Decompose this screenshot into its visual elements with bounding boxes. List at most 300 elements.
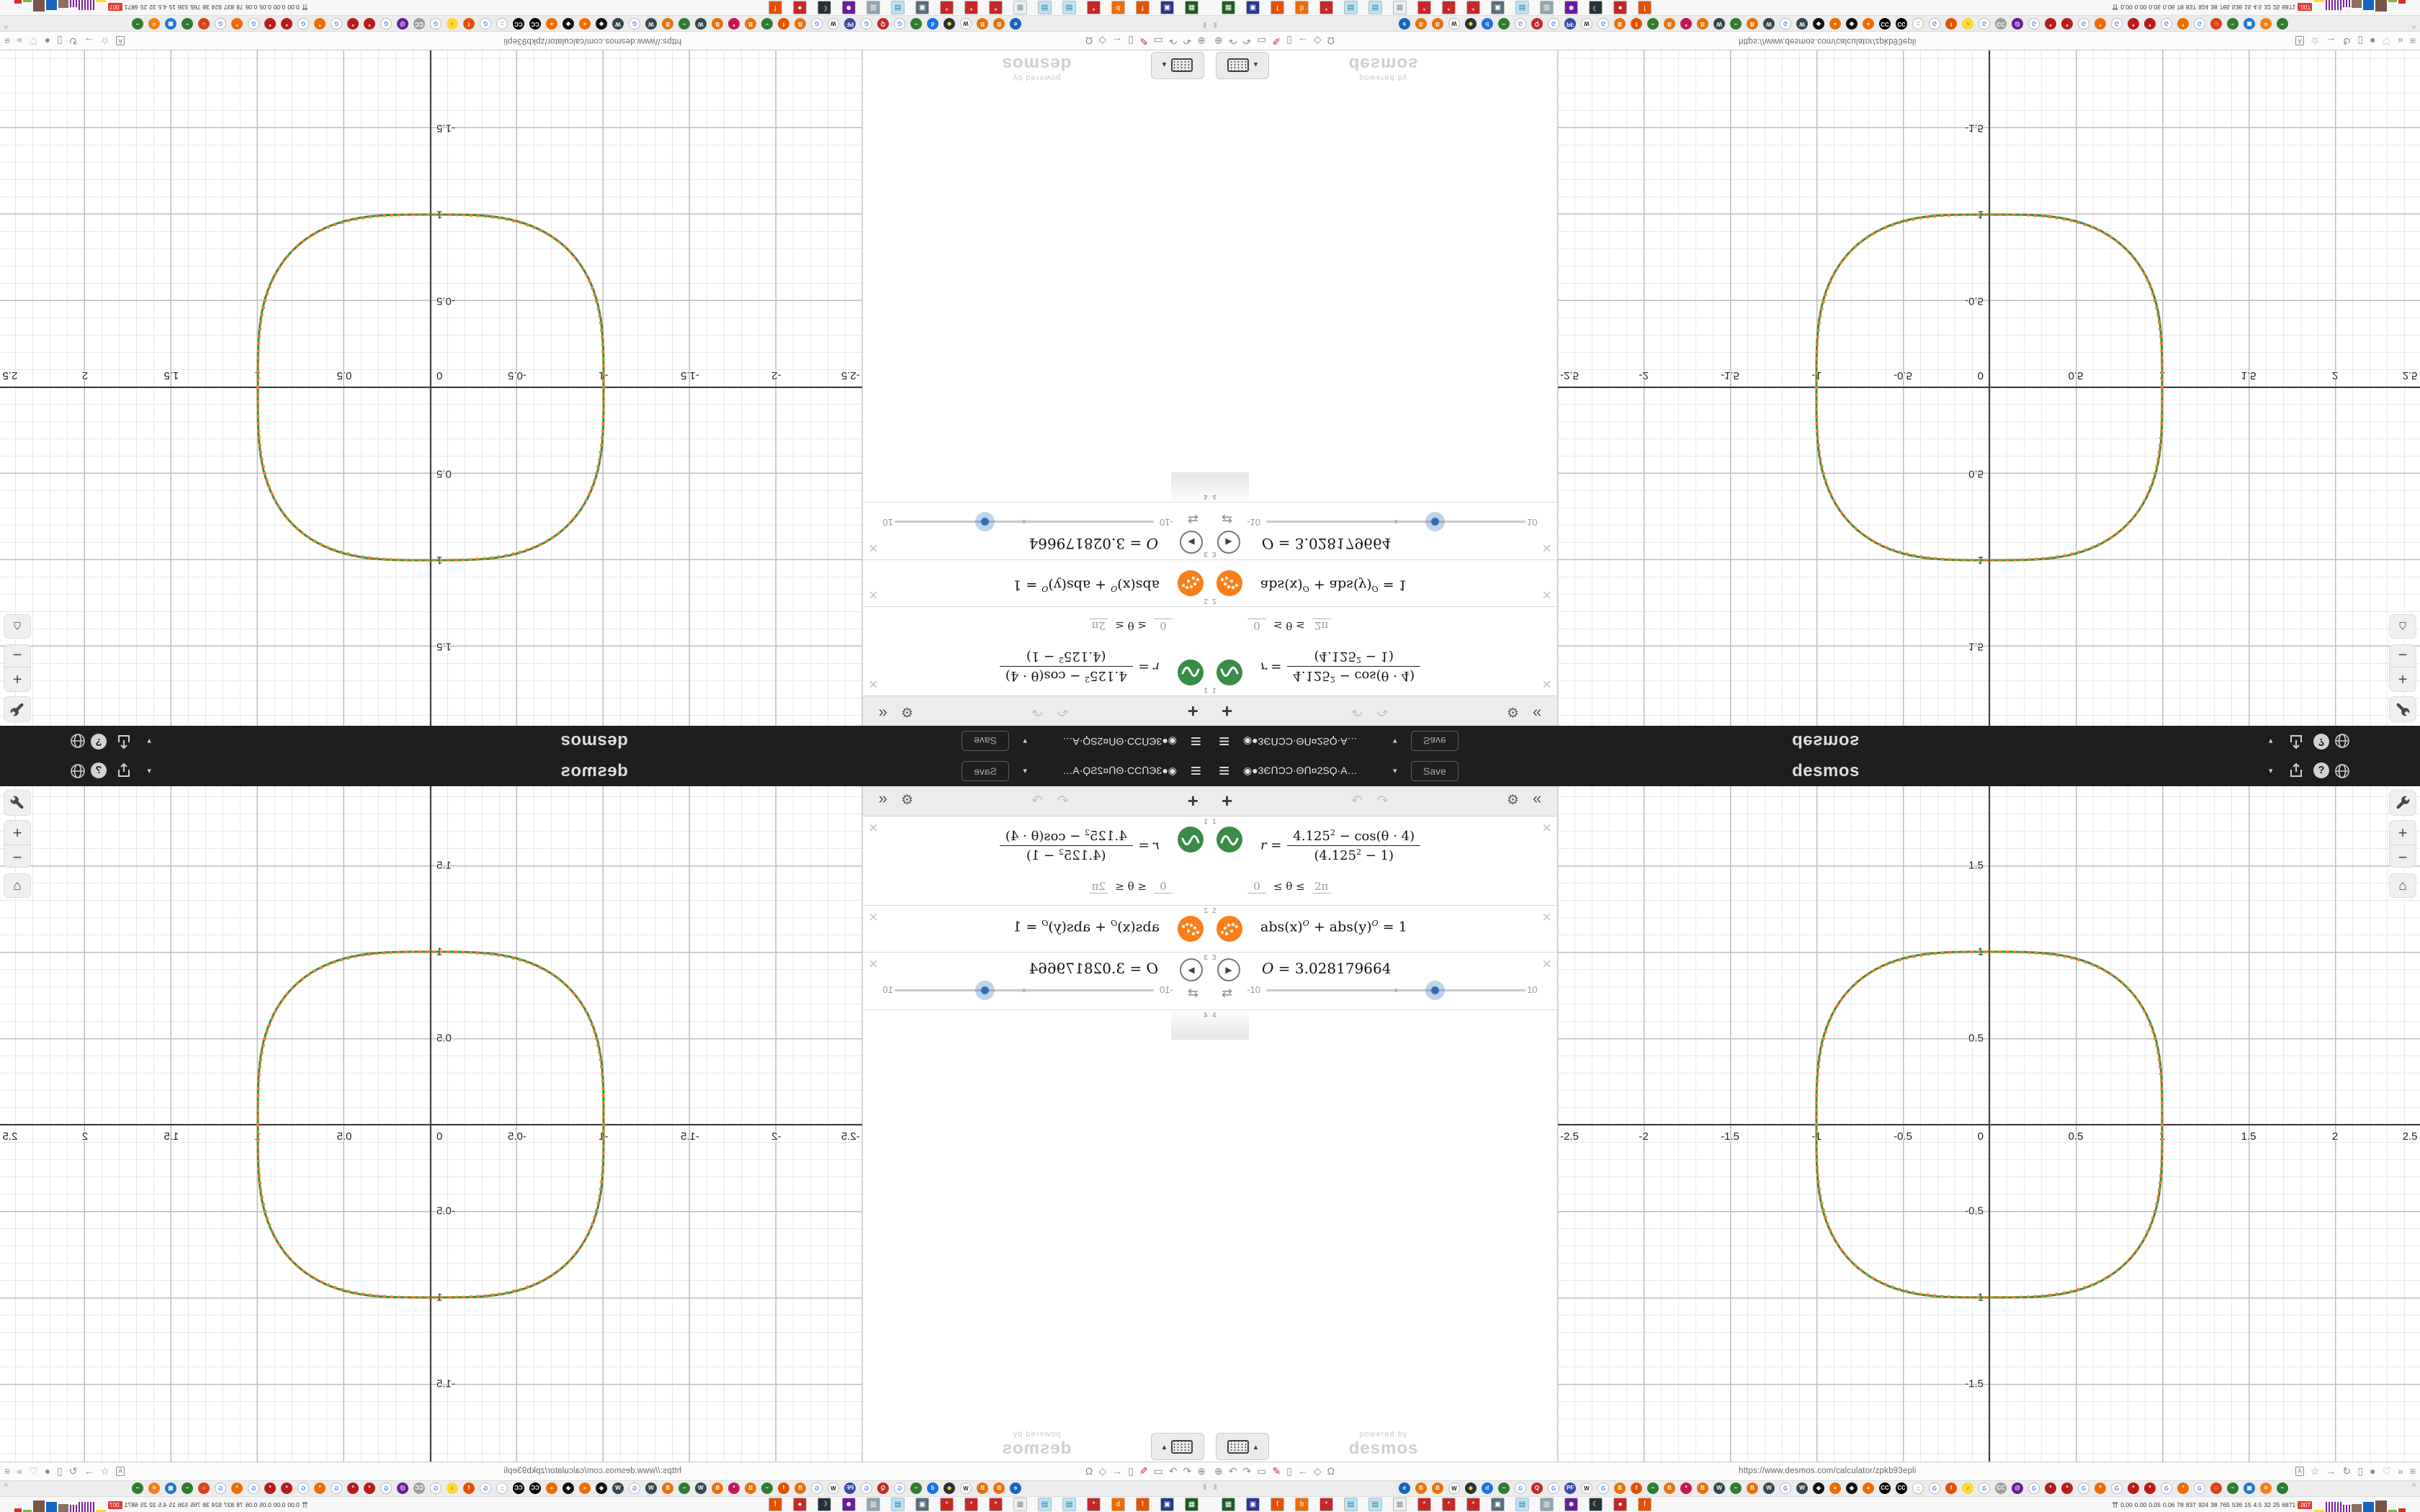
tab-favicon[interactable]: ~ [1647,1482,1659,1494]
hook-left-icon[interactable]: ↶ [1183,1465,1192,1477]
bookmark-item[interactable]: ▦ [1393,1498,1407,1511]
help-icon[interactable]: ? [89,762,107,780]
tab-favicon[interactable]: * [231,1482,243,1494]
tab-favicon[interactable]: B [794,18,806,30]
bookmark-item[interactable]: ▤ [1038,1,1052,14]
expression-row-1[interactable] [1210,606,1557,696]
slider-play-button[interactable]: ▶ [1180,958,1203,981]
bookmark-item[interactable]: * [1319,1,1333,14]
tab-overflow-caret[interactable]: ^ [4,1482,9,1491]
tab-favicon[interactable]: G [1978,18,1990,30]
delete-expression-button[interactable]: × [869,908,878,926]
tab-favicon[interactable]: B [712,18,723,30]
tab-favicon[interactable]: G [331,1482,342,1494]
bookmark-item[interactable]: ▣ [1491,1498,1505,1511]
bookmark-item[interactable]: * [989,1,1003,14]
translate-icon[interactable]: A [116,37,125,46]
expression-latex[interactable]: r = $\frac{4.125^2 - \cos(\theta \cdot 4)}{(4.125^2 - 1)}$ [1000,828,1160,863]
tab-favicon[interactable]: @ [397,18,408,30]
account-caret-icon[interactable]: ▾ [2269,767,2273,775]
expression-row-1[interactable] [1210,816,1557,906]
expression-latex[interactable]: O = 3.028179664 [1028,960,1158,977]
chevrons-icon[interactable]: » [17,1465,22,1477]
expression-row-3[interactable] [1210,953,1557,1010]
hook-right-icon[interactable]: ↷ [1242,1465,1252,1477]
tab-scroll-icon[interactable]: ‖ [1214,20,1217,29]
hook-right-icon[interactable]: ↷ [1168,35,1178,47]
tab-favicon[interactable]: G [2194,1482,2205,1494]
star-icon[interactable]: ☆ [2310,1465,2320,1477]
hook-left-icon[interactable]: ↶ [1228,1465,1237,1477]
home-button[interactable]: ⌂ [4,614,31,639]
tab-scroll-icon[interactable]: ‖ [1214,1483,1217,1492]
slider-loop-icon[interactable]: ⇄ [1187,986,1198,1000]
settings-gear-icon[interactable]: ⚙ [1507,704,1520,719]
expression-row-2[interactable] [863,559,1210,606]
tab-favicon[interactable]: ◆ [596,1482,607,1494]
graph-title[interactable]: ◉●3ЄՈƆƆ·ΘՈ¤2SϘ·A… [1243,765,1358,776]
tab-favicon[interactable]: CC [1995,1482,2007,1494]
tab-favicon[interactable]: ◆ [1846,1482,1857,1494]
keyboard-toggle-button[interactable] [1151,52,1204,79]
account-caret-icon[interactable]: ▾ [2269,737,2273,745]
tab-favicon[interactable]: B [993,1482,1005,1494]
tab-favicon[interactable]: ◆ [944,18,955,30]
delete-expression-button[interactable]: × [1542,819,1551,837]
lock-icon[interactable]: Ω [1327,1465,1335,1477]
tab-favicon[interactable]: B [712,1482,723,1494]
expression-row-empty[interactable] [1210,1010,1557,1040]
expression-latex[interactable]: $abs(x)^O + abs(y)^O = 1$ [1260,577,1407,593]
reload-icon[interactable]: ↻ [2342,1465,2352,1477]
globe-filled-icon[interactable]: ● [2370,35,2376,47]
reload-icon[interactable]: ↻ [68,35,78,47]
tab-favicon[interactable]: d [927,1482,938,1494]
trash-icon[interactable]: ▯ [1286,1465,1292,1477]
help-icon[interactable]: ? [89,732,107,750]
help-icon[interactable]: ? [2313,732,2331,750]
green-wave-curve-icon[interactable] [1178,660,1204,685]
tab-favicon[interactable]: G [480,18,491,30]
bookmark-item[interactable]: f [1136,1,1150,14]
tab-favicon[interactable]: ☺ [198,18,210,30]
bookmark-item[interactable]: * [1087,1498,1101,1511]
globe-filled-icon[interactable]: ● [44,1465,50,1477]
bookmark-item[interactable]: b [1295,1,1309,14]
expression-latex[interactable]: $abs(x)^O + abs(y)^O = 1$ [1260,919,1407,935]
bookmark-item[interactable]: * [1087,1,1101,14]
tab-favicon[interactable]: G [1515,18,1526,30]
graph-title[interactable]: ◉●3ЄՈƆƆ·ΘՈ¤2SϘ·A… [1062,765,1177,776]
tab-favicon[interactable]: G [248,1482,259,1494]
bookmark-item[interactable]: b [1295,1498,1309,1511]
tab-favicon[interactable]: * [2045,18,2056,30]
slider-min-label[interactable]: -10 [1160,984,1173,995]
bookmark-item[interactable]: * [1319,1498,1333,1511]
reload-icon[interactable]: ↻ [2342,35,2352,47]
tab-favicon[interactable]: f [778,1482,789,1494]
tab-favicon[interactable]: f [463,18,475,30]
tab-favicon[interactable]: * [264,1482,276,1494]
share-icon[interactable] [2287,732,2305,750]
expression-row-empty[interactable] [1210,472,1557,502]
bookmark-item[interactable]: ● [793,1,807,14]
hook-right-icon[interactable]: ↷ [1242,35,1252,47]
tab-favicon[interactable]: ◆ [1465,18,1476,30]
reload-icon[interactable]: ↻ [68,1465,78,1477]
tab-favicon[interactable]: W [612,1482,624,1494]
expression-row-2[interactable] [1210,906,1557,953]
tab-favicon[interactable]: PF [844,18,856,30]
tab-favicon[interactable]: G [480,1482,491,1494]
tab-favicon[interactable]: * [347,18,359,30]
tab-favicon[interactable]: G [2111,18,2123,30]
tab-favicon[interactable]: ▣ [165,1482,176,1494]
chevrons-icon[interactable]: » [17,35,22,47]
tab-favicon[interactable]: G [2161,18,2172,30]
tab-favicon[interactable]: ~ [2227,1482,2238,1494]
folder-icon[interactable]: ▭ [1153,35,1163,47]
tab-favicon[interactable]: ● [546,18,557,30]
zoom-in-button[interactable]: + [4,667,30,691]
expression-row-1[interactable] [863,816,1210,906]
orange-dotted-curve-icon[interactable] [1178,916,1204,942]
tab-favicon[interactable]: G [1548,18,1559,30]
tab-favicon[interactable]: * [281,18,292,30]
brush-icon[interactable]: ✎ [1272,1465,1281,1477]
lock-icon[interactable]: Ω [1327,35,1335,47]
globe-filled-icon[interactable]: ● [44,35,50,47]
tab-favicon[interactable]: e [1399,1482,1410,1494]
tab-favicon[interactable]: G [430,18,442,30]
tab-favicon[interactable]: ▣ [2244,18,2255,30]
trash-icon[interactable]: ▯ [57,1465,63,1477]
expression-latex[interactable]: O = 3.028179664 [1028,535,1158,552]
bookmark-item[interactable]: ▥ [1540,1498,1554,1511]
tab-favicon[interactable]: B [1664,1482,1675,1494]
folder-icon[interactable]: ▭ [1257,35,1267,47]
tab-favicon[interactable]: :: [1912,1482,1924,1494]
orange-dotted-curve-icon[interactable] [1216,916,1242,942]
tab-favicon[interactable]: G [811,1482,823,1494]
bookmark-item[interactable]: f [1638,1498,1652,1511]
tab-favicon[interactable]: ◆ [1465,1482,1476,1494]
bookmark-item[interactable]: ▦ [1393,1,1407,14]
bookmark-item[interactable]: * [1417,1498,1431,1511]
bookmark-item[interactable]: ☻ [842,1498,856,1511]
tab-favicon[interactable]: :: [1912,18,1924,30]
tab-favicon[interactable]: G [297,1482,309,1494]
tab-favicon[interactable]: f [778,18,789,30]
tab-favicon[interactable]: ~ [1647,18,1659,30]
keyboard-toggle-button[interactable] [1216,1433,1269,1460]
zoom-in-button[interactable]: + [2390,821,2416,845]
tab-favicon[interactable]: ● [579,18,591,30]
title-caret-icon[interactable]: ▾ [1023,767,1027,775]
trash-icon[interactable]: ▯ [57,35,63,47]
bookmark-item[interactable]: ▤ [1515,1498,1529,1511]
tab-favicon[interactable]: W [1763,18,1775,30]
tab-favicon[interactable]: Q [1531,1482,1543,1494]
green-wave-curve-icon[interactable] [1216,660,1242,685]
slider-play-button[interactable]: ▶ [1217,958,1240,981]
shield-icon[interactable]: ◇ [1098,1465,1107,1477]
tab-favicon[interactable]: G [380,18,392,30]
share-icon[interactable] [115,762,133,780]
slider-max-label[interactable]: 10 [882,984,893,995]
tab-favicon[interactable]: G [297,18,309,30]
bookmark-item[interactable]: ▣ [1160,1498,1174,1511]
account-caret-icon[interactable]: ▾ [147,737,151,745]
polar-domain[interactable]: 0 ≤ θ ≤ 2π [1247,618,1331,632]
tab-favicon[interactable]: ♪ [447,1482,458,1494]
bookmark-item[interactable]: * [1466,1498,1480,1511]
tab-favicon[interactable]: G [2161,1482,2172,1494]
shield-icon[interactable]: ◇ [1313,1465,1322,1477]
tab-favicon[interactable]: ~ [2227,18,2238,30]
tab-favicon[interactable]: G [1780,1482,1791,1494]
lock-icon[interactable]: Ω [1085,35,1093,47]
slider-play-button[interactable]: ▶ [1217,531,1240,554]
bookmark-item[interactable]: b [1111,1,1125,14]
tab-favicon[interactable]: G [2111,1482,2123,1494]
slider-loop-icon[interactable]: ⇄ [1187,512,1198,526]
bookmark-item[interactable]: ▦ [1185,1498,1198,1511]
trash-icon[interactable]: ▯ [2357,1465,2363,1477]
expression-row-empty[interactable] [863,472,1210,502]
expression-latex[interactable]: O = 3.028179664 [1262,960,1392,977]
tab-favicon[interactable]: B [1432,18,1443,30]
star-icon[interactable]: ☆ [100,1465,110,1477]
tab-favicon[interactable]: B [794,1482,806,1494]
hamburger-menu-icon[interactable]: ≡ [1190,760,1201,781]
title-caret-icon[interactable]: ▾ [1393,737,1397,745]
tab-scroll-icon[interactable]: ‖ [1203,1483,1206,1492]
like-icon[interactable]: ♡ [28,1465,38,1477]
delete-expression-button[interactable]: × [1542,539,1551,557]
settings-gear-icon[interactable]: ⚙ [900,793,913,808]
delete-expression-button[interactable]: × [1542,908,1551,926]
tab-favicon[interactable]: CC [1879,18,1891,30]
expression-row-1[interactable] [863,606,1210,696]
add-expression-button[interactable]: + [1222,701,1233,722]
title-caret-icon[interactable]: ▾ [1393,767,1397,775]
tab-favicon[interactable]: ◆ [563,1482,574,1494]
tab-favicon[interactable]: G [894,1482,905,1494]
expression-row-2[interactable] [1210,559,1557,606]
chevrons-icon[interactable]: » [2398,1465,2403,1477]
tab-favicon[interactable]: * [2045,1482,2056,1494]
trash-icon[interactable]: ▯ [1128,35,1134,47]
bookmark-item[interactable]: ☾ [1589,1,1603,14]
redo-icon[interactable]: ↷ [1031,793,1043,809]
url-text[interactable]: https://www.desmos.com/calculator/zpkb93epli [1739,1467,1917,1475]
delete-expression-button[interactable]: × [1542,586,1551,604]
hamburger-menu-icon[interactable]: ≡ [1190,731,1201,752]
bookmark-item[interactable]: ● [1613,1498,1627,1511]
globe-outline-icon[interactable]: ⊕ [1214,1465,1223,1477]
undo-icon[interactable]: ↶ [1057,703,1069,719]
tab-favicon[interactable]: CC [413,1482,425,1494]
menu-lines-icon[interactable]: ≡ [4,35,11,47]
tab-overflow-caret[interactable]: ^ [4,21,9,30]
translate-icon[interactable]: A [2295,37,2304,46]
undo-icon[interactable]: ↶ [1351,703,1363,719]
back-arrow-icon[interactable]: ← [1297,1465,1308,1477]
star-icon[interactable]: ☆ [2310,35,2320,47]
redo-icon[interactable]: ↷ [1031,703,1043,719]
forward-arrow-icon[interactable]: → [84,1465,94,1477]
graph-paper[interactable] [0,786,862,1462]
tab-favicon[interactable]: ● [1829,18,1841,30]
tab-favicon[interactable]: B [1664,18,1675,30]
delete-expression-button[interactable]: × [869,955,878,973]
slider-loop-icon[interactable]: ⇄ [1222,986,1233,1000]
tab-favicon[interactable]: W [645,1482,657,1494]
tab-favicon[interactable]: W [960,1482,972,1494]
menu-lines-icon[interactable]: ≡ [4,1465,11,1477]
tab-favicon[interactable]: * [2177,18,2189,30]
tab-favicon[interactable]: d [927,18,938,30]
tab-favicon[interactable]: G [861,18,872,30]
bookmark-item[interactable]: ▣ [915,1498,929,1511]
tab-favicon[interactable]: W [1448,1482,1460,1494]
tab-favicon[interactable]: ¤ [2260,18,2272,30]
zoom-out-button[interactable]: − [12,848,22,866]
menu-lines-icon[interactable]: ≡ [2409,35,2416,47]
tab-favicon[interactable]: * [231,18,243,30]
expression-row-3[interactable] [863,502,1210,559]
tab-favicon[interactable]: G [2194,18,2205,30]
redo-icon[interactable]: ↷ [1377,793,1389,809]
tab-favicon[interactable]: CC [513,18,524,30]
bookmark-item[interactable]: * [1466,1,1480,14]
bookmark-item[interactable]: ☻ [842,1,856,14]
slider-max-label[interactable]: 10 [1527,517,1538,528]
bookmark-item[interactable]: * [964,1498,978,1511]
bookmark-item[interactable]: ▤ [1344,1,1358,14]
tab-favicon[interactable]: * [2094,18,2106,30]
tab-favicon[interactable]: * [2094,1482,2106,1494]
bookmark-item[interactable]: ▤ [891,1,905,14]
tab-favicon[interactable]: G [811,18,823,30]
bookmark-item[interactable]: ▤ [1344,1498,1358,1511]
bookmark-item[interactable]: ☻ [1564,1,1578,14]
bookmark-item[interactable]: * [940,1498,954,1511]
tab-favicon[interactable]: * [314,18,326,30]
undo-icon[interactable]: ↶ [1351,793,1363,809]
tab-favicon[interactable]: ● [546,1482,557,1494]
star-icon[interactable]: ☆ [100,35,110,47]
save-button[interactable]: Save [1411,731,1458,751]
tab-favicon[interactable]: ● [579,1482,591,1494]
tab-favicon[interactable]: @ [2012,1482,2023,1494]
polar-domain[interactable]: 0 ≤ θ ≤ 2π [1247,880,1331,894]
slider-min-label[interactable]: -10 [1247,517,1260,528]
orange-dotted-curve-icon[interactable] [1178,570,1204,596]
tab-favicon[interactable]: B [1747,1482,1758,1494]
bookmark-item[interactable]: ▤ [891,1498,905,1511]
tab-favicon[interactable]: ¤ [148,18,160,30]
tab-favicon[interactable]: * [347,1482,359,1494]
tab-favicon[interactable]: B [662,1482,673,1494]
shield-icon[interactable]: ◇ [1313,35,1322,47]
settings-gear-icon[interactable]: ⚙ [900,704,913,719]
tab-favicon[interactable]: G [2078,1482,2089,1494]
bookmark-item[interactable]: ▦ [1013,1,1027,14]
tab-favicon[interactable]: B [662,18,673,30]
home-button[interactable]: ⌂ [4,873,31,898]
globe-outline-icon[interactable]: ⊕ [1197,1465,1206,1477]
globe-outline-icon[interactable]: ⊕ [1214,35,1223,47]
tab-favicon[interactable]: B [1697,1482,1708,1494]
tab-favicon[interactable]: ~ [761,18,773,30]
tab-favicon[interactable]: ~ [132,18,143,30]
home-button[interactable]: ⌂ [2389,873,2416,898]
hook-right-icon[interactable]: ↷ [1168,1465,1178,1477]
tab-favicon[interactable]: * [2128,18,2139,30]
save-button[interactable]: Save [962,761,1009,781]
tab-favicon[interactable]: B [977,1482,988,1494]
account-caret-icon[interactable]: ▾ [147,767,151,775]
bookmark-item[interactable]: ▤ [1062,1498,1076,1511]
expression-latex[interactable]: r = $4.125^2 - \cos(\theta \cdot 4)$ $(4.125^2 - 1)$ [1260,649,1420,684]
redo-icon[interactable]: ↷ [1377,703,1389,719]
tab-favicon[interactable]: * [728,1482,740,1494]
bookmark-item[interactable]: f [1270,1,1284,14]
bookmark-item[interactable]: ▦ [1013,1498,1027,1511]
tab-favicon[interactable]: ~ [132,1482,143,1494]
bookmark-item[interactable]: ▣ [915,1,929,14]
tab-favicon[interactable]: ¤ [2260,1482,2272,1494]
tab-favicon[interactable]: W [645,18,657,30]
delete-expression-button[interactable]: × [869,586,878,604]
shield-icon[interactable]: ◇ [1098,35,1107,47]
slider-min-label[interactable]: -10 [1160,517,1173,528]
back-arrow-icon[interactable]: ← [1112,35,1123,47]
tab-favicon[interactable]: f [1945,1482,1957,1494]
trash-icon[interactable]: ▯ [1286,35,1292,47]
tab-favicon[interactable]: B [1415,1482,1427,1494]
expression-latex[interactable]: r = $4.125^2 - \cos(\theta \cdot 4)$ $(4.125^2 - 1)$ [1000,649,1160,684]
bookmark-item[interactable]: * [964,1,978,14]
globe-outline-icon[interactable]: ⊕ [1197,35,1206,47]
tab-favicon[interactable]: B [1415,18,1427,30]
tab-favicon[interactable]: W [1581,1482,1592,1494]
tab-favicon[interactable]: ◆ [1813,1482,1824,1494]
bookmark-item[interactable]: f [768,1,782,14]
tab-favicon[interactable]: ◆ [1813,18,1824,30]
tab-favicon[interactable]: G [430,1482,442,1494]
graph-paper[interactable] [1558,786,2420,1462]
slider-min-label[interactable]: -10 [1247,984,1260,995]
save-button[interactable]: Save [962,731,1009,751]
tab-favicon[interactable]: PF [1564,18,1576,30]
bookmark-item[interactable]: * [1442,1,1456,14]
bookmark-item[interactable]: * [989,1498,1003,1511]
bookmark-item[interactable]: ▤ [1062,1,1076,14]
bookmark-item[interactable]: ▤ [1038,1498,1052,1511]
tab-favicon[interactable]: G [1597,1482,1609,1494]
lock-icon[interactable]: Ω [1085,1465,1093,1477]
title-caret-icon[interactable]: ▾ [1023,737,1027,745]
tab-favicon[interactable]: G [629,1482,640,1494]
tab-favicon[interactable]: G [248,18,259,30]
tab-favicon[interactable]: CC [1896,1482,1907,1494]
tab-favicon[interactable]: G [894,18,905,30]
tab-favicon[interactable]: :: [496,1482,508,1494]
tab-favicon[interactable]: W [695,18,707,30]
